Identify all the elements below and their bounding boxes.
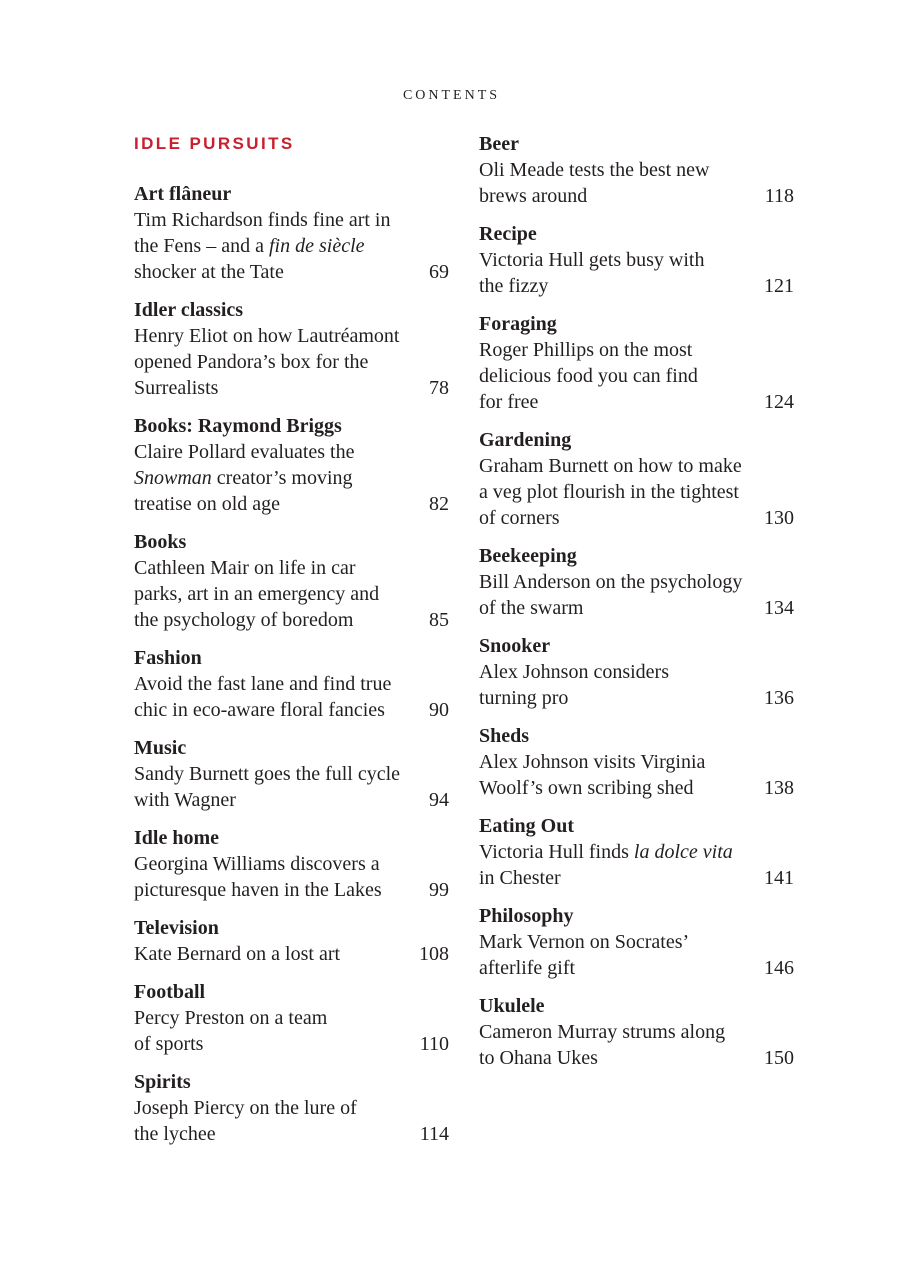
page-number: 69 xyxy=(429,261,449,283)
entry-title: Recipe xyxy=(479,223,537,245)
entry-description: Henry Eliot on how Lautréamont opened Pandora’s box for the Surrealists 78 xyxy=(134,325,449,399)
page-number: 136 xyxy=(764,687,794,709)
right-column xyxy=(479,131,794,1083)
toc-entry-spirits[interactable] xyxy=(134,1069,449,1147)
toc-entry-books[interactable] xyxy=(134,529,449,633)
entry-title: Books xyxy=(134,531,187,553)
entry-title: Idler classics xyxy=(134,299,244,321)
entry-title: Idle home xyxy=(134,827,219,849)
entry-description: Joseph Piercy on the lure of the lychee 114 xyxy=(134,1097,449,1145)
page-number: 146 xyxy=(764,957,794,979)
entry-title: Beer xyxy=(479,133,519,155)
page-number: 110 xyxy=(419,1033,449,1055)
page-number: 138 xyxy=(764,777,794,799)
entry-title: Sheds xyxy=(479,725,530,747)
page-number: 134 xyxy=(764,597,794,619)
toc-entry-art-flaneur[interactable] xyxy=(134,181,449,285)
toc-entry-idle-home[interactable] xyxy=(134,825,449,903)
entry-description: Sandy Burnett goes the full cycle with Wagner 94 xyxy=(134,763,449,811)
entry-title: Spirits xyxy=(134,1071,191,1093)
toc-entry-recipe[interactable] xyxy=(479,221,794,299)
entry-description: Kate Bernard on a lost art 108 xyxy=(134,943,449,965)
page-number: 90 xyxy=(429,699,449,721)
entry-description: Victoria Hull gets busy with the fizzy 121 xyxy=(479,249,794,297)
entry-description: Bill Anderson on the psychology of the swarm 134 xyxy=(479,571,794,619)
toc-entry-idler-classics[interactable] xyxy=(134,297,449,401)
toc-entry-foraging[interactable] xyxy=(479,311,794,415)
entry-description: Georgina Williams discovers a picturesque haven in the Lakes 99 xyxy=(134,853,449,901)
entry-description: Avoid the fast lane and find true chic in eco-aware floral fancies 90 xyxy=(134,673,449,721)
entry-description: Cathleen Mair on life in car parks, art in an emergency and the psychology of boredom 85 xyxy=(134,557,449,631)
page-number: 108 xyxy=(419,943,449,965)
left-column xyxy=(134,131,449,1159)
entry-title: Art flâneur xyxy=(134,183,232,205)
entry-title: Music xyxy=(134,737,187,759)
page-number: 94 xyxy=(429,789,449,811)
toc-entry-beer[interactable] xyxy=(479,131,794,209)
page-number: 130 xyxy=(764,507,794,529)
toc-entry-snooker[interactable] xyxy=(479,633,794,711)
entry-title: Beekeeping xyxy=(479,545,577,567)
entry-description: Graham Burnett on how to make a veg plot flourish in the tightest of corners 130 xyxy=(479,455,794,529)
entry-title: Snooker xyxy=(479,635,551,657)
entry-title: Books: Raymond Briggs xyxy=(134,415,342,437)
page-number: 85 xyxy=(429,609,449,631)
toc-entry-television[interactable] xyxy=(134,915,449,967)
toc-entry-books-raymond-briggs[interactable] xyxy=(134,413,449,517)
page-header: CONTENTS xyxy=(402,88,501,103)
toc-entry-philosophy[interactable] xyxy=(479,903,794,981)
page-number: 82 xyxy=(429,493,449,515)
toc-entry-eating-out[interactable] xyxy=(479,813,794,891)
page-number: 99 xyxy=(429,879,449,901)
toc-entry-ukulele[interactable] xyxy=(479,993,794,1071)
page-number: 118 xyxy=(764,185,794,207)
page-number: 150 xyxy=(764,1047,794,1069)
entry-description: Cameron Murray strums along to Ohana Ukes 150 xyxy=(479,1021,794,1069)
page-number: 114 xyxy=(419,1123,449,1145)
page-number: 124 xyxy=(764,391,794,413)
section-heading: IDLE PURSUITS xyxy=(134,134,295,153)
entry-title: Eating Out xyxy=(479,815,575,837)
entry-title: Gardening xyxy=(479,429,572,451)
page-number: 121 xyxy=(764,275,794,297)
toc-entry-gardening[interactable] xyxy=(479,427,794,531)
entry-description: Alex Johnson visits Virginia Woolf’s own scribing shed 138 xyxy=(479,751,794,799)
entry-description: Tim Richardson finds fine art in the Fens – and a fin de siècle shocker at the Tate 69 xyxy=(134,209,449,283)
entry-description: Claire Pollard evaluates the Snowman creator’s moving treatise on old age 82 xyxy=(134,441,449,515)
toc-entry-fashion[interactable] xyxy=(134,645,449,723)
toc-entry-beekeeping[interactable] xyxy=(479,543,794,621)
entry-title: Television xyxy=(134,917,219,939)
entry-title: Foraging xyxy=(479,313,557,335)
entry-description: Mark Vernon on Socrates’ afterlife gift 146 xyxy=(479,931,794,979)
entry-title: Philosophy xyxy=(479,905,574,927)
page-number: 141 xyxy=(764,867,794,889)
entry-description: Oli Meade tests the best new brews around 118 xyxy=(479,159,794,207)
entry-description: Roger Phillips on the most delicious food you can find for free 124 xyxy=(479,339,794,413)
toc-entry-sheds[interactable] xyxy=(479,723,794,801)
page-number: 78 xyxy=(429,377,449,399)
entry-description: Percy Preston on a team of sports 110 xyxy=(134,1007,449,1055)
entry-title: Fashion xyxy=(134,647,202,669)
entry-title: Football xyxy=(134,981,206,1003)
toc-entry-football[interactable] xyxy=(134,979,449,1057)
entry-title: Ukulele xyxy=(479,995,545,1017)
toc-entry-music[interactable] xyxy=(134,735,449,813)
entry-description: Victoria Hull finds la dolce vita in Chester 141 xyxy=(479,841,794,889)
entry-description: Alex Johnson considers turning pro 136 xyxy=(479,661,794,709)
